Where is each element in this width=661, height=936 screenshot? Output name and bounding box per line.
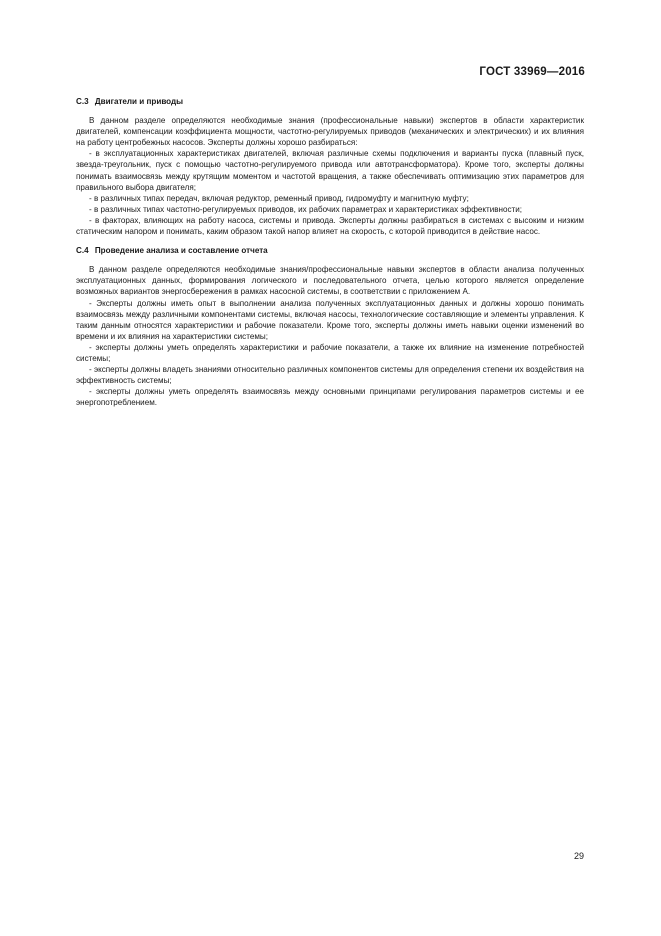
section-number: С.4 xyxy=(76,246,89,256)
standard-code: ГОСТ 33969—2016 xyxy=(479,66,585,78)
section-title: Проведение анализа и составление отчета xyxy=(94,246,268,256)
paragraph: В данном разделе определяются необходимые знания (профессиональные навыки) экспертов в области характеристик двигателей, компенсации коэффициента мощности, частотно-регулируемых приводов (механических и электрических) и их влияния на работу центробежных насосов. Эксперты должны хорошо разбираться: xyxy=(76,116,584,148)
paragraph: - эксперты должны владеть знаниями относительно различных компонентов системы для определения степени их воздействия на эффективность системы; xyxy=(76,365,584,386)
section-number: С.3 xyxy=(76,97,89,106)
paragraph: В данном разделе определяются необходимые знания/профессиональные навыки экспертов в области анализа полученных эксплуатационных данных, формирования логического и последовательного отчета, целью которого является определение возможных вариантов энергосбережения в рамках насосной системы, в соответствии с приложением А. xyxy=(76,265,584,297)
document-body xyxy=(76,96,584,408)
paragraph: - в эксплуатационных характеристиках двигателей, включая различные схемы подключения и варианты пуска (плавный пуск, звезда-треугольник, пуск с помощью частотно-регулируемого привода или автотрансформатора). Кроме того, эксперты должны понимать взаимосвязь между крутящим моментом и частотой вращения, а также обеспечивать оптимизацию этих параметров для правильного выбора двигателя; xyxy=(76,149,584,192)
paragraph: - в различных типах передач, включая редуктор, ременный привод, гидромуфту и магнитную муфту; xyxy=(89,193,469,203)
section-title: Двигатели и приводы xyxy=(94,97,184,106)
section-c4 xyxy=(76,245,584,408)
page-number: 29 xyxy=(573,851,584,861)
paragraph: - Эксперты должны иметь опыт в выполнении анализа полученных эксплуатационных данных и должны хорошо понимать взаимосвязь между различными компонентами системы, включая насосы, технологические составляющие и элементы управления. К таким данным относятся характеристики и рабочие показатели. Кроме того, эксперты должны иметь навыки оценки изменений во времени и их влияния на характеристики системы; xyxy=(76,298,584,341)
paragraph: - в факторах, влияющих на работу насоса, системы и привода. Эксперты должны разбираться в системах с высоким и низким статическим напором и понимать, каким образом такой напор влияет на скорость, с которой приводится в действие насос. xyxy=(76,215,584,237)
section-c3 xyxy=(76,96,584,237)
section-heading xyxy=(76,96,584,107)
paragraph: - в различных типах частотно-регулируемых приводов, их рабочих параметрах и характеристиках эффективности; xyxy=(89,204,523,214)
section-heading xyxy=(76,245,584,256)
paragraph: - эксперты должны уметь определять характеристики и рабочие показатели, а также их влияние на изменение потребностей системы; xyxy=(76,342,584,363)
paragraph: - эксперты должны уметь определять взаимосвязь между основными принципами регулирования параметров системы и ее энергопотреблением. xyxy=(76,387,584,408)
